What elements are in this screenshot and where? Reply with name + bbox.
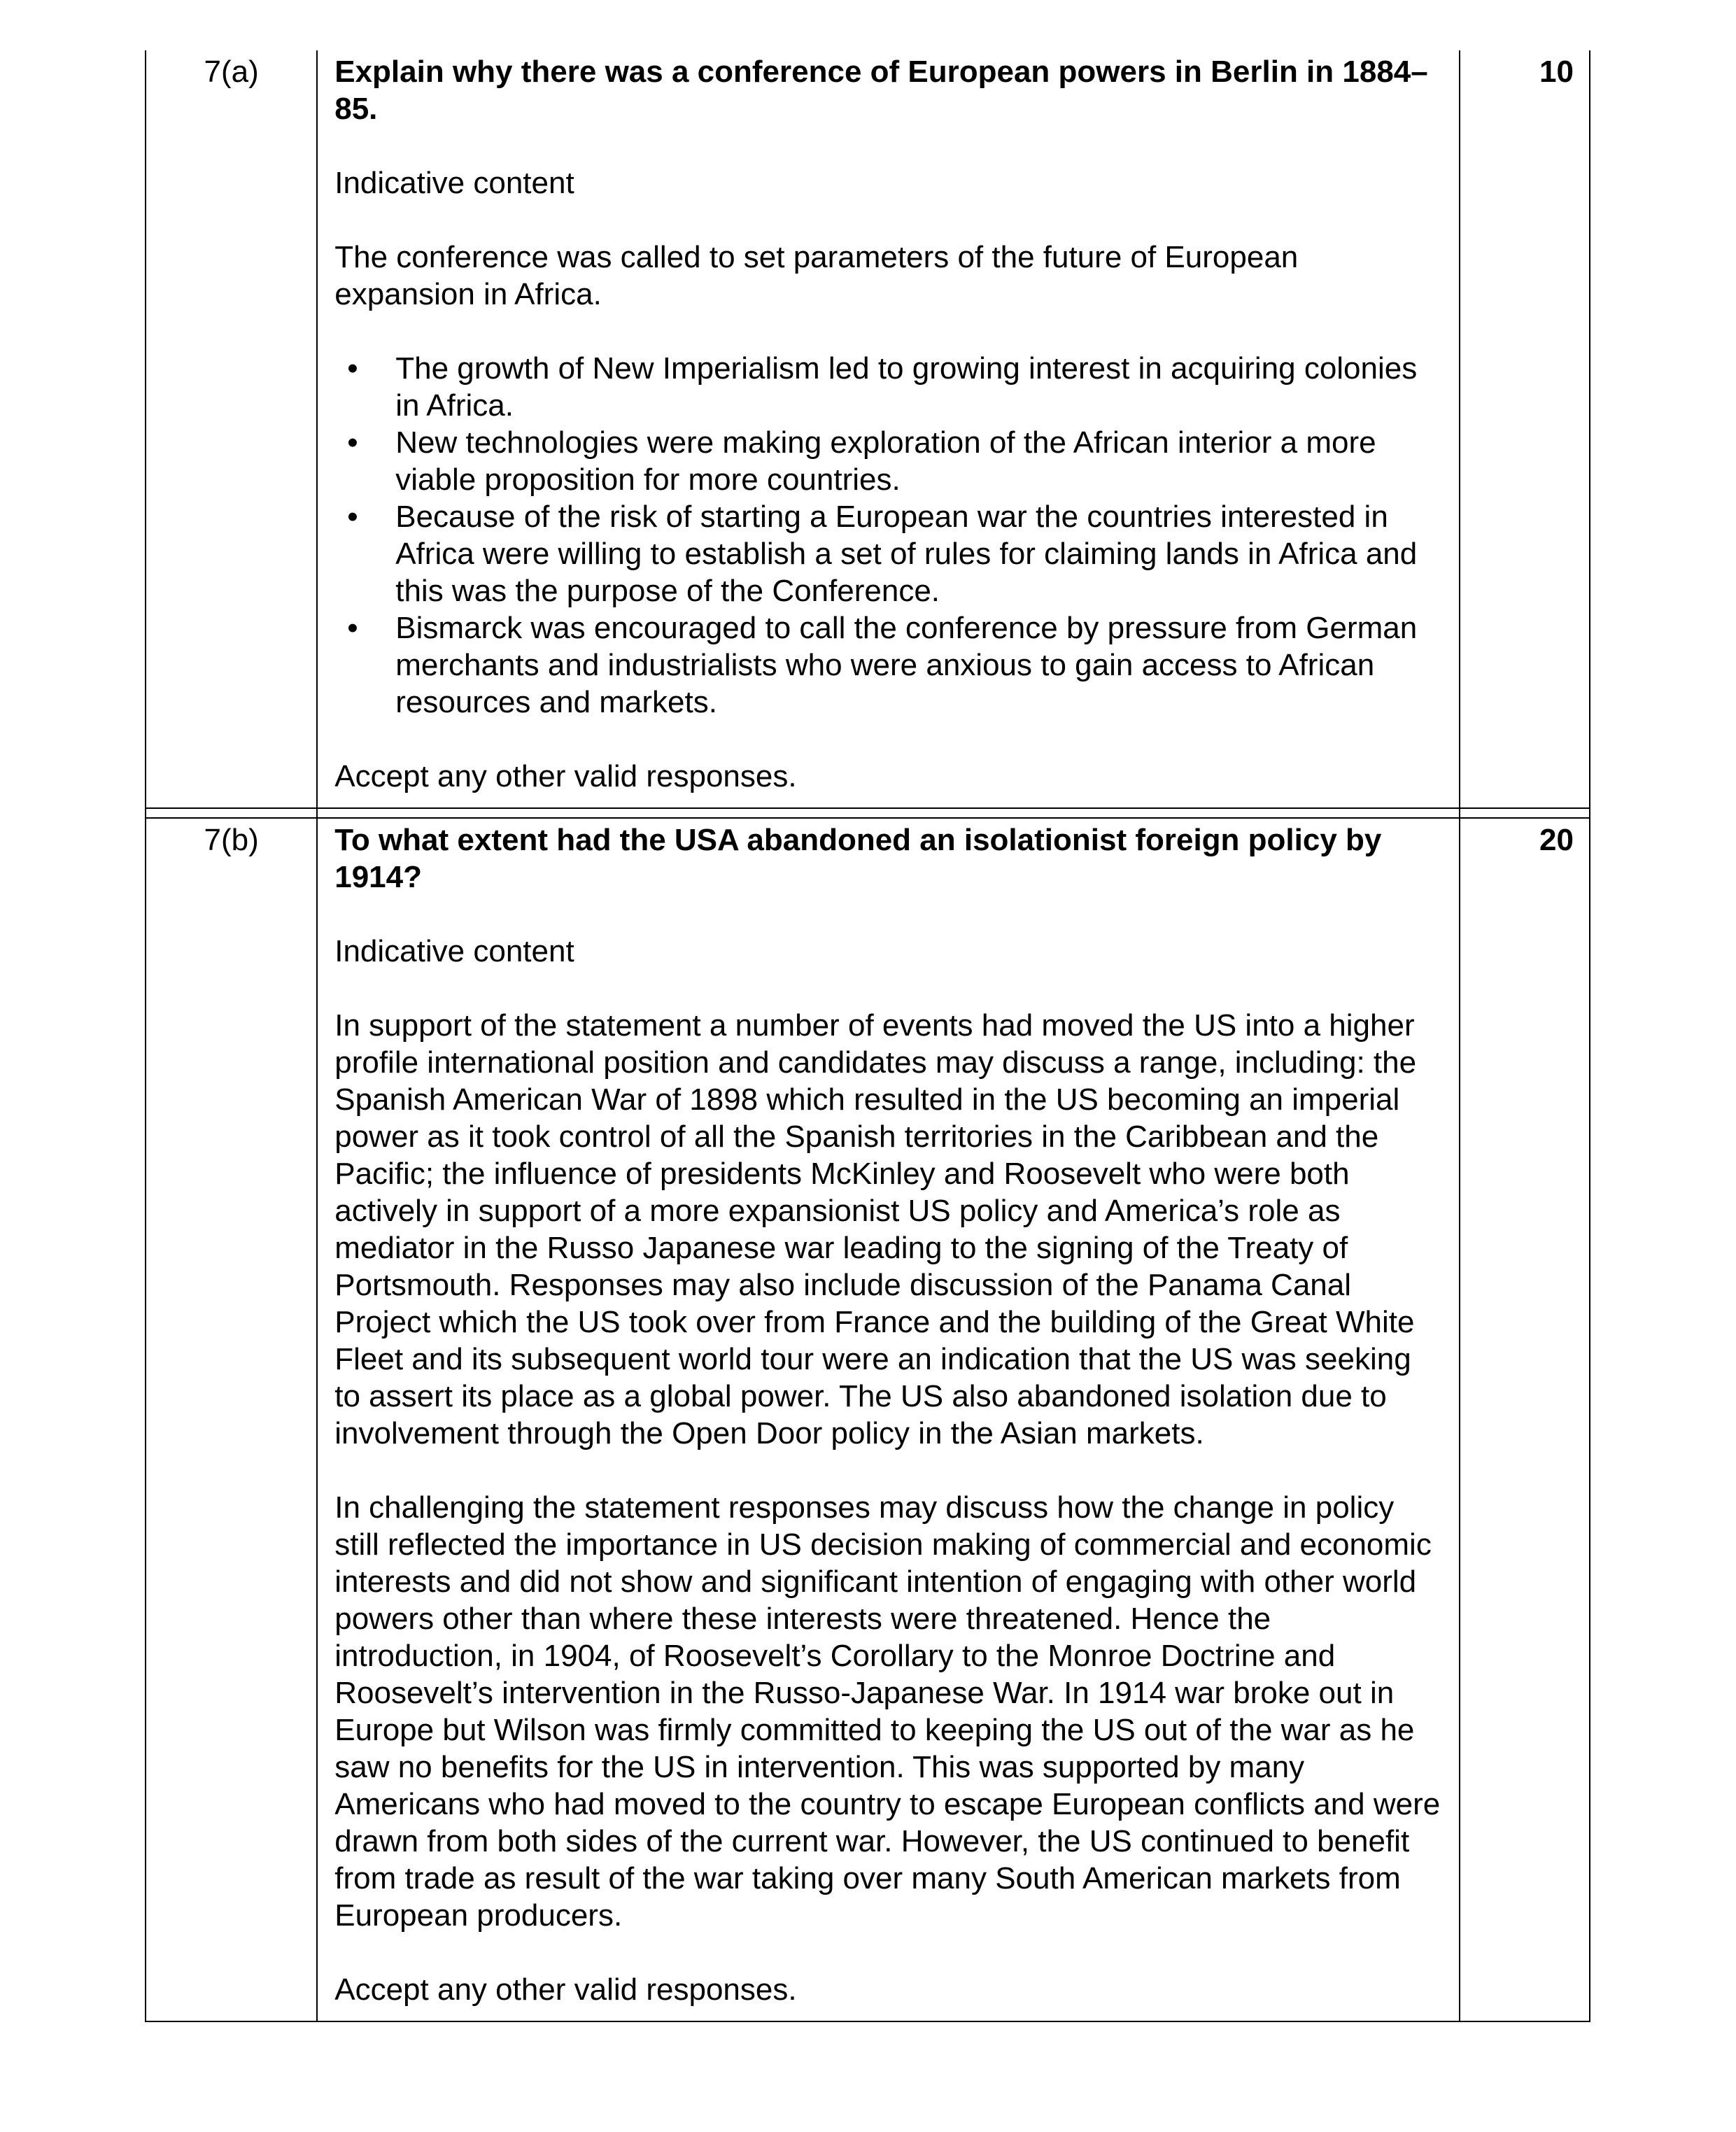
list-item (334, 609, 1445, 721)
question-text: Explain why there was a conference of European powers in Berlin in 1884–85. (334, 55, 1428, 126)
closing-note: Accept any other valid responses. (334, 759, 797, 793)
marks-cell (1460, 818, 1590, 2021)
mark-scheme-table (145, 50, 1590, 2022)
question-text: To what extent had the USA abandoned an isolationist foreign policy by 1914? (334, 823, 1382, 894)
row-separator (146, 808, 1590, 818)
question-row-7a (146, 50, 1590, 808)
list-item-text: Because of the risk of starting a European war the countries interested in Africa were willing to establish a set of rules for claiming lands in Africa and this was the purpose of the Conference. (395, 500, 1418, 608)
bullet-icon: • (347, 351, 358, 386)
list-item (334, 424, 1445, 498)
closing-note: Accept any other valid responses. (334, 1972, 797, 2007)
list-item (334, 498, 1445, 609)
bullet-icon: • (347, 500, 358, 534)
list-item (334, 350, 1445, 424)
list-item-text: The growth of New Imperialism led to growing interest in acquiring colonies in Africa. (395, 351, 1418, 423)
marks-cell (1460, 50, 1590, 808)
question-number: 7(b) (204, 823, 259, 857)
bullet-list (334, 350, 1445, 721)
list-item-text: Bismarck was encouraged to call the conference by pressure from German merchants and industrialists who were anxious to gain access to African resources and markets. (395, 611, 1418, 719)
question-row-7b (146, 818, 1590, 2021)
mark-scheme-page (145, 50, 1590, 2022)
marks-value: 10 (1539, 55, 1574, 89)
answer-cell (317, 50, 1460, 808)
bullet-icon: • (347, 611, 358, 645)
question-number-cell (146, 818, 317, 2021)
indicative-content-heading: Indicative content (334, 934, 574, 968)
list-item-text: New technologies were making exploration of the African interior a more viable proposition for more countries. (395, 425, 1376, 497)
intro-paragraph: The conference was called to set parameters of the future of European expansion in Africa. (334, 240, 1299, 311)
challenge-paragraph: In challenging the statement responses may discuss how the change in policy still reflected the importance in US decision making of commercial and economic interests and did not show and significant intention of engaging with other world powers other than where these interests were threatened. Hence the introduction, in 1904, of Roosevelt’s Corollary to the Monroe Doctrine and Roosevelt’s intervention in the Russo-Japanese War. In 1914 war broke out in Europe but Wilson was firmly committed to keeping the US out of the war as he saw no benefits for the US in intervention. This was supported by many Americans who had moved to the country to escape European conflicts and were drawn from both sides of the current war. However, the US continued to benefit from trade as result of the war taking over many South American markets from European producers. (334, 1490, 1441, 1933)
marks-value: 20 (1539, 823, 1574, 857)
question-number-cell (146, 50, 317, 808)
indicative-content-heading: Indicative content (334, 166, 574, 200)
support-paragraph: In support of the statement a number of events had moved the US into a higher profile international position and candidates may discuss a range, including: the Spanish American War of 1898 which resulted in the US becoming an imperial power as it took control of all the Spanish territories in the Caribbean and the Pacific; the influence of presidents McKinley and Roosevelt who were both actively in support of a more expansionist US policy and America’s role as mediator in the Russo Japanese war leading to the signing of the Treaty of Portsmouth. Responses may also include discussion of the Panama Canal Project which the US took over from France and the building of the Great White Fleet and its subsequent world tour were an indication that the US was seeking to assert its place as a global power. The US also abandoned isolation due to involvement through the Open Door policy in the Asian markets. (334, 1008, 1417, 1450)
bullet-icon: • (347, 425, 358, 460)
answer-cell (317, 818, 1460, 2021)
question-number: 7(a) (204, 55, 259, 89)
